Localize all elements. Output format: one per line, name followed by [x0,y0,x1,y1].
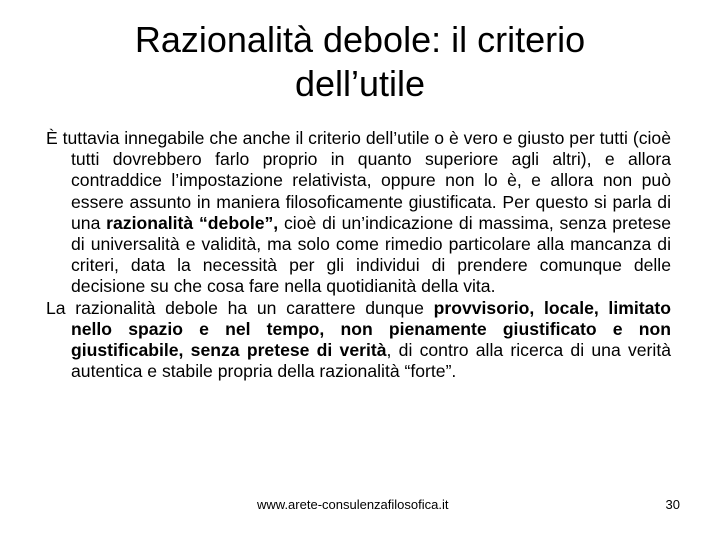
slide-title [60,18,660,106]
paragraph-2-bold-term: provvisorio, locale, limitato nello spazio e nel tempo, non pienamente giustificato e non giustificabile, senza pretese di verità [71,297,671,361]
page-number: 30 [665,497,680,512]
slide-title-line-2: dell’utile [294,63,426,104]
slide-body [46,128,671,382]
paragraph-1-text-b: cioè di un’indicazione di massima, senza pretese di universalità e validità, ma solo come rimedio particolare alla mancanza di criteri, data la necessità per gli individui di prendere comunque delle decisione su che cosa fare nella quotidianità della vita. [71,212,671,297]
paragraph-1-text-a: È tuttavia innegabile che anche il criterio dell’utile o è vero e giusto per tutti (cioè tutti dovrebbero farlo proprio in quanto superiore agli altri), e allora contraddice l’impostazione relativista, oppure non lo è, e allora non può essere assunto in maniera filosoficamente giustificata. Per questo si parla di una [46,128,671,233]
footer-url: www.arete-consulenzafilosofica.it [257,497,449,512]
paragraph-1-bold-term: razionalità “debole”, [106,212,279,233]
slide-title-line-1: Razionalità debole: il criterio [134,19,586,60]
paragraph-2 [46,298,671,383]
paragraph-1 [46,128,671,298]
paragraph-2-text-b: , di contro alla ricerca di una verità autentica e stabile propria della razionalità “forte”. [71,340,671,382]
paragraph-2-text-a: La razionalità debole ha un carattere dunque [46,297,434,318]
